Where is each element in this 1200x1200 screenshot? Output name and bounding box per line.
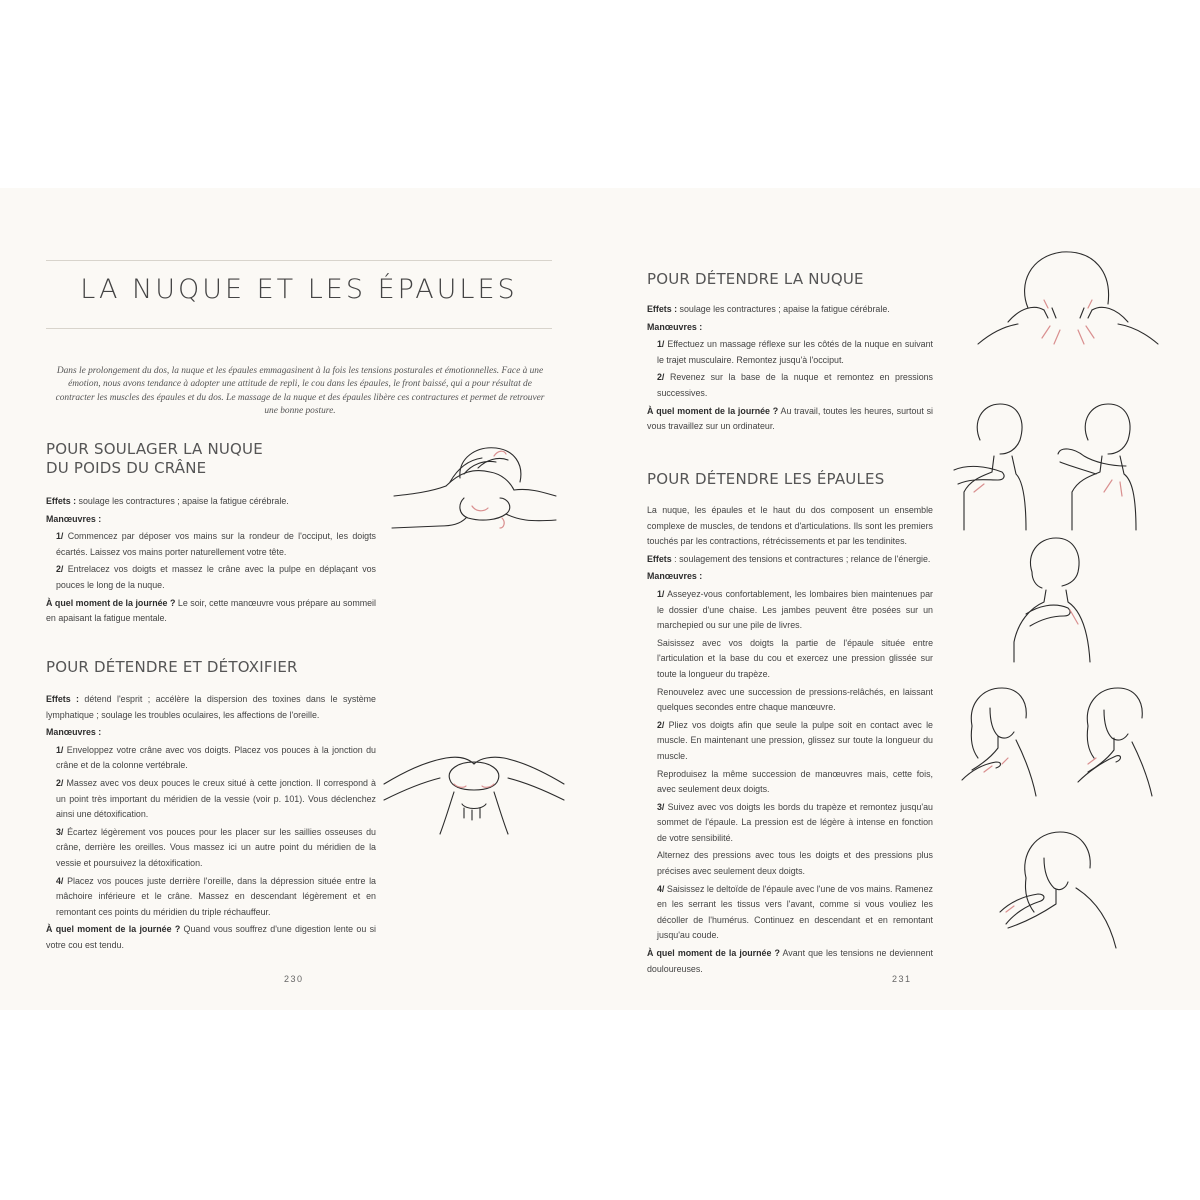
hands-on-head-illustration: [390, 438, 560, 548]
step-2: 2/ Revenez sur la base de la nuque et remontez en pressions successives.: [657, 372, 933, 398]
shoulder-massage-back-illustration-a: [950, 400, 1030, 530]
moment-paragraph: À quel moment de la journée ? Avant que les tensions ne deviennent douloureuses.: [647, 948, 933, 974]
step-4: 4/ Placez vos pouces juste derrière l'oreille, dans la dépression située entre la mâchoire inférieure et le crâne. Massez en descendant légèrement et en remontant ces points du méridien du triple réchauffeur.: [56, 875, 376, 917]
moment-paragraph: À quel moment de la journée ? Quand vous souffrez d'une digestion lente ou si votre cou est tendu.: [46, 924, 376, 950]
step-1: 1/ Effectuez un massage réflexe sur les côtés de la nuque en suivant le trajet musculaire. Remontez jusqu'à l'occiput.: [657, 339, 933, 365]
section-intro: La nuque, les épaules et le haut du dos composent un ensemble complexe de muscles, de tendons et d'articulations. Ils sont les premiers touchés par les contractions, rétrécissements et par les tendinites.: [647, 505, 933, 547]
step-4: 4/ Saisissez le deltoïde de l'épaule avec l'une de vos mains. Ramenez en les serrant les tissus vers l'avant, comme si vous vouliez les décoller de l'humérus. Continuez en descendant et en remontant jusqu'au coude.: [657, 883, 933, 941]
neck-massage-back-view-illustration: [978, 248, 1158, 358]
section-title-detendre-nuque: POUR DÉTENDRE LA NUQUE: [647, 270, 864, 288]
moment-paragraph: À quel moment de la journée ? Au travail, toutes les heures, surtout si vous travaillez sur un ordinateur.: [647, 405, 933, 432]
elbow-massage-illustration: [996, 828, 1126, 958]
right-page: [600, 188, 1200, 1010]
page-number: 230: [284, 974, 304, 984]
title-top-rule: [46, 260, 552, 261]
effets-text: soulage les contractures ; apaise la fatigue cérébrale.: [76, 496, 289, 506]
step-3: 3/ Écartez légèrement vos pouces pour les placer sur les saillies osseuses du crâne, derrière les oreilles. Vous massez ici un autre point du méridien de la vessie et poursuivez la détoxification.: [56, 826, 376, 868]
step-3: 3/ Suivez avec vos doigts les bords du trapèze et remontez jusqu'au sommet de l'épaule. La pression est de légère à intense en fonction de votre sensibilité.: [657, 801, 933, 843]
manoeuvres-label: Manœuvres :: [46, 513, 102, 524]
section-title-detendre-epaules: POUR DÉTENDRE LES ÉPAULES: [647, 470, 885, 488]
section-detoxifier-body: Effets : détend l'esprit ; accélère la dispersion des toxines dans le système lymphatique ; soulage les troubles oculaires, les affections de l'oreille. Manœuvres : 1/ Enveloppez votre crâne avec vos doigts. Placez vos pouces à la jonction du crâne et de la colonne vertébrale. 2/ Massez avec vos deux pouces le creux situé à cette jonction. Il correspond à un point très important du méridien de la vessie (voir p. 101). Vous déclenchez ainsi une détoxification. 3/ Écartez légèrement vos pouces pour les placer sur les saillies osseuses du crâne, derrière les oreilles. Vous massez ici un autre point du méridien de la vessie et poursuivez la détoxification. 4/ Placez vos pouces juste derrière l'oreille, dans la dépression située entre la mâchoire inférieure et le crâne. Massez en descendant légèrement et en remontant ces points du méridien du triple réchauffeur. À quel moment de la journée ? Quand vous souffrez d'une digestion lente ou si votre cou est tendu.: [46, 692, 376, 956]
section-detendre-nuque-body: Effets : soulage les contractures ; apaise la fatigue cérébrale. Manœuvres : 1/ Effectuez un massage réflexe sur les côtés de la nuque en suivant le trajet musculaire. Remontez jusqu'à l'occiput. 2/ Revenez sur la base de la nuque et remontez en pressions successives. À quel moment de la journée ? Au travail, toutes les heures, surtout si vous travaillez sur un ordinateur.: [647, 302, 933, 437]
step-1: 1/ Commencez par déposer vos mains sur la rondeur de l'occiput, les doigts écartés. Laissez vos mains porter naturellement votre tête.: [56, 531, 376, 557]
shoulder-massage-side-illustration: [1006, 532, 1096, 662]
section-title-detoxifier: POUR DÉTENDRE ET DÉTOXIFIER: [46, 658, 298, 676]
step-2: 2/ Pliez vos doigts afin que seule la pulpe soit en contact avec le muscle. En maintenant une pression, glissez sur toute la longueur du muscle.: [657, 719, 933, 761]
section-detendre-epaules-body: La nuque, les épaules et le haut du dos composent un ensemble complexe de muscles, de tendons et d'articulations. Ils sont les premiers touchés par les contractions, rétrécissements et par les tendinites. Effets : soulagement des tensions et contractures ; relance de l'énergie. Manœuvres : 1/ Asseyez-vous confortablement, les lombaires bien maintenues par le dossier d'une chaise. Les jambes peuvent être posées sur un marchepied ou sur une pile de livres. Saisissez avec vos doigts la partie de l'épaule située entre l'articulation et la base du cou et exercez une pression glissée sur toute la longueur du trapèze. Renouvelez avec une succession de pressions-relâchés, en laissant quelques secondes entre chaque manœuvre. 2/ Pliez vos doigts afin que seule la pulpe soit en contact avec le muscle. En maintenant une pression, glissez sur toute la longueur du muscle. Reproduisez la même succession de manœuvres mais, cette fois, avec seulement deux doigts. 3/ Suivez avec vos doigts les bords du trapèze et remontez jusqu'au sommet de l'épaule. La pression est de légère à intense en fonction de votre sensibilité. Alternez des pressions avec tous les doigts et des pressions plus précises avec seulement deux doigts. 4/ Saisissez le deltoïde de l'épaule avec l'une de vos mains. Ramenez en les serrant les tissus vers l'avant, comme si vous vouliez les décoller de l'humérus. Continuez en descendant et en remontant jusqu'au coude. À quel moment de la journée ? Avant que les tensions ne deviennent douloureuses.: [647, 503, 933, 979]
book-spread: [0, 188, 1200, 1010]
section-soulager-body: [46, 494, 376, 629]
thumbs-on-neck-illustration: [384, 744, 564, 864]
step-2: 2/ Entrelacez vos doigts et massez le crâne avec la pulpe en déplaçant vos pouces le long de la nuque.: [56, 564, 376, 590]
shoulder-deltoid-illustration-b: [1074, 686, 1154, 796]
moment-paragraph: À quel moment de la journée ? Le soir, cette manœuvre vous prépare au sommeil en apaisant la fatigue mentale.: [46, 597, 376, 624]
section-title-soulager: POUR SOULAGER LA NUQUE DU POIDS DU CRÂNE: [46, 440, 263, 477]
step-1: 1/ Enveloppez votre crâne avec vos doigts. Placez vos pouces à la jonction du crâne et de la colonne vertébrale.: [56, 744, 376, 771]
page-number: 231: [892, 974, 912, 984]
shoulder-massage-back-illustration-b: [1054, 400, 1144, 530]
intro-paragraph: Dans le prolongement du dos, la nuque et les épaules emmagasinent à la fois les tensions posturales et émotionnelles. Face à une émotion, nous avons tendance à adopter une attitude de repli, le cou dans les épaules, le front baissé, qui a pour résultat de contracter les muscles des épaules et du dos. Le massage de la nuque et des épaules libère ces contractures et permet de retrouver une bonne posture.: [55, 366, 545, 416]
step-1: 1/ Asseyez-vous confortablement, les lombaires bien maintenues par le dossier d'une chaise. Les jambes peuvent être posées sur un marchepied ou sur une pile de livres.: [657, 588, 933, 631]
page-title: LA NUQUE ET LES ÉPAULES: [80, 274, 518, 305]
effets-label: Effets :: [46, 496, 77, 506]
left-page: [0, 188, 600, 1010]
step-2: 2/ Massez avec vos deux pouces le creux situé à cette jonction. Il correspond à un point très important du méridien de la vessie (voir p. 101). Vous déclenchez ainsi une détoxification.: [56, 777, 376, 820]
shoulder-deltoid-illustration-a: [962, 686, 1042, 796]
title-bottom-rule: [46, 328, 552, 329]
